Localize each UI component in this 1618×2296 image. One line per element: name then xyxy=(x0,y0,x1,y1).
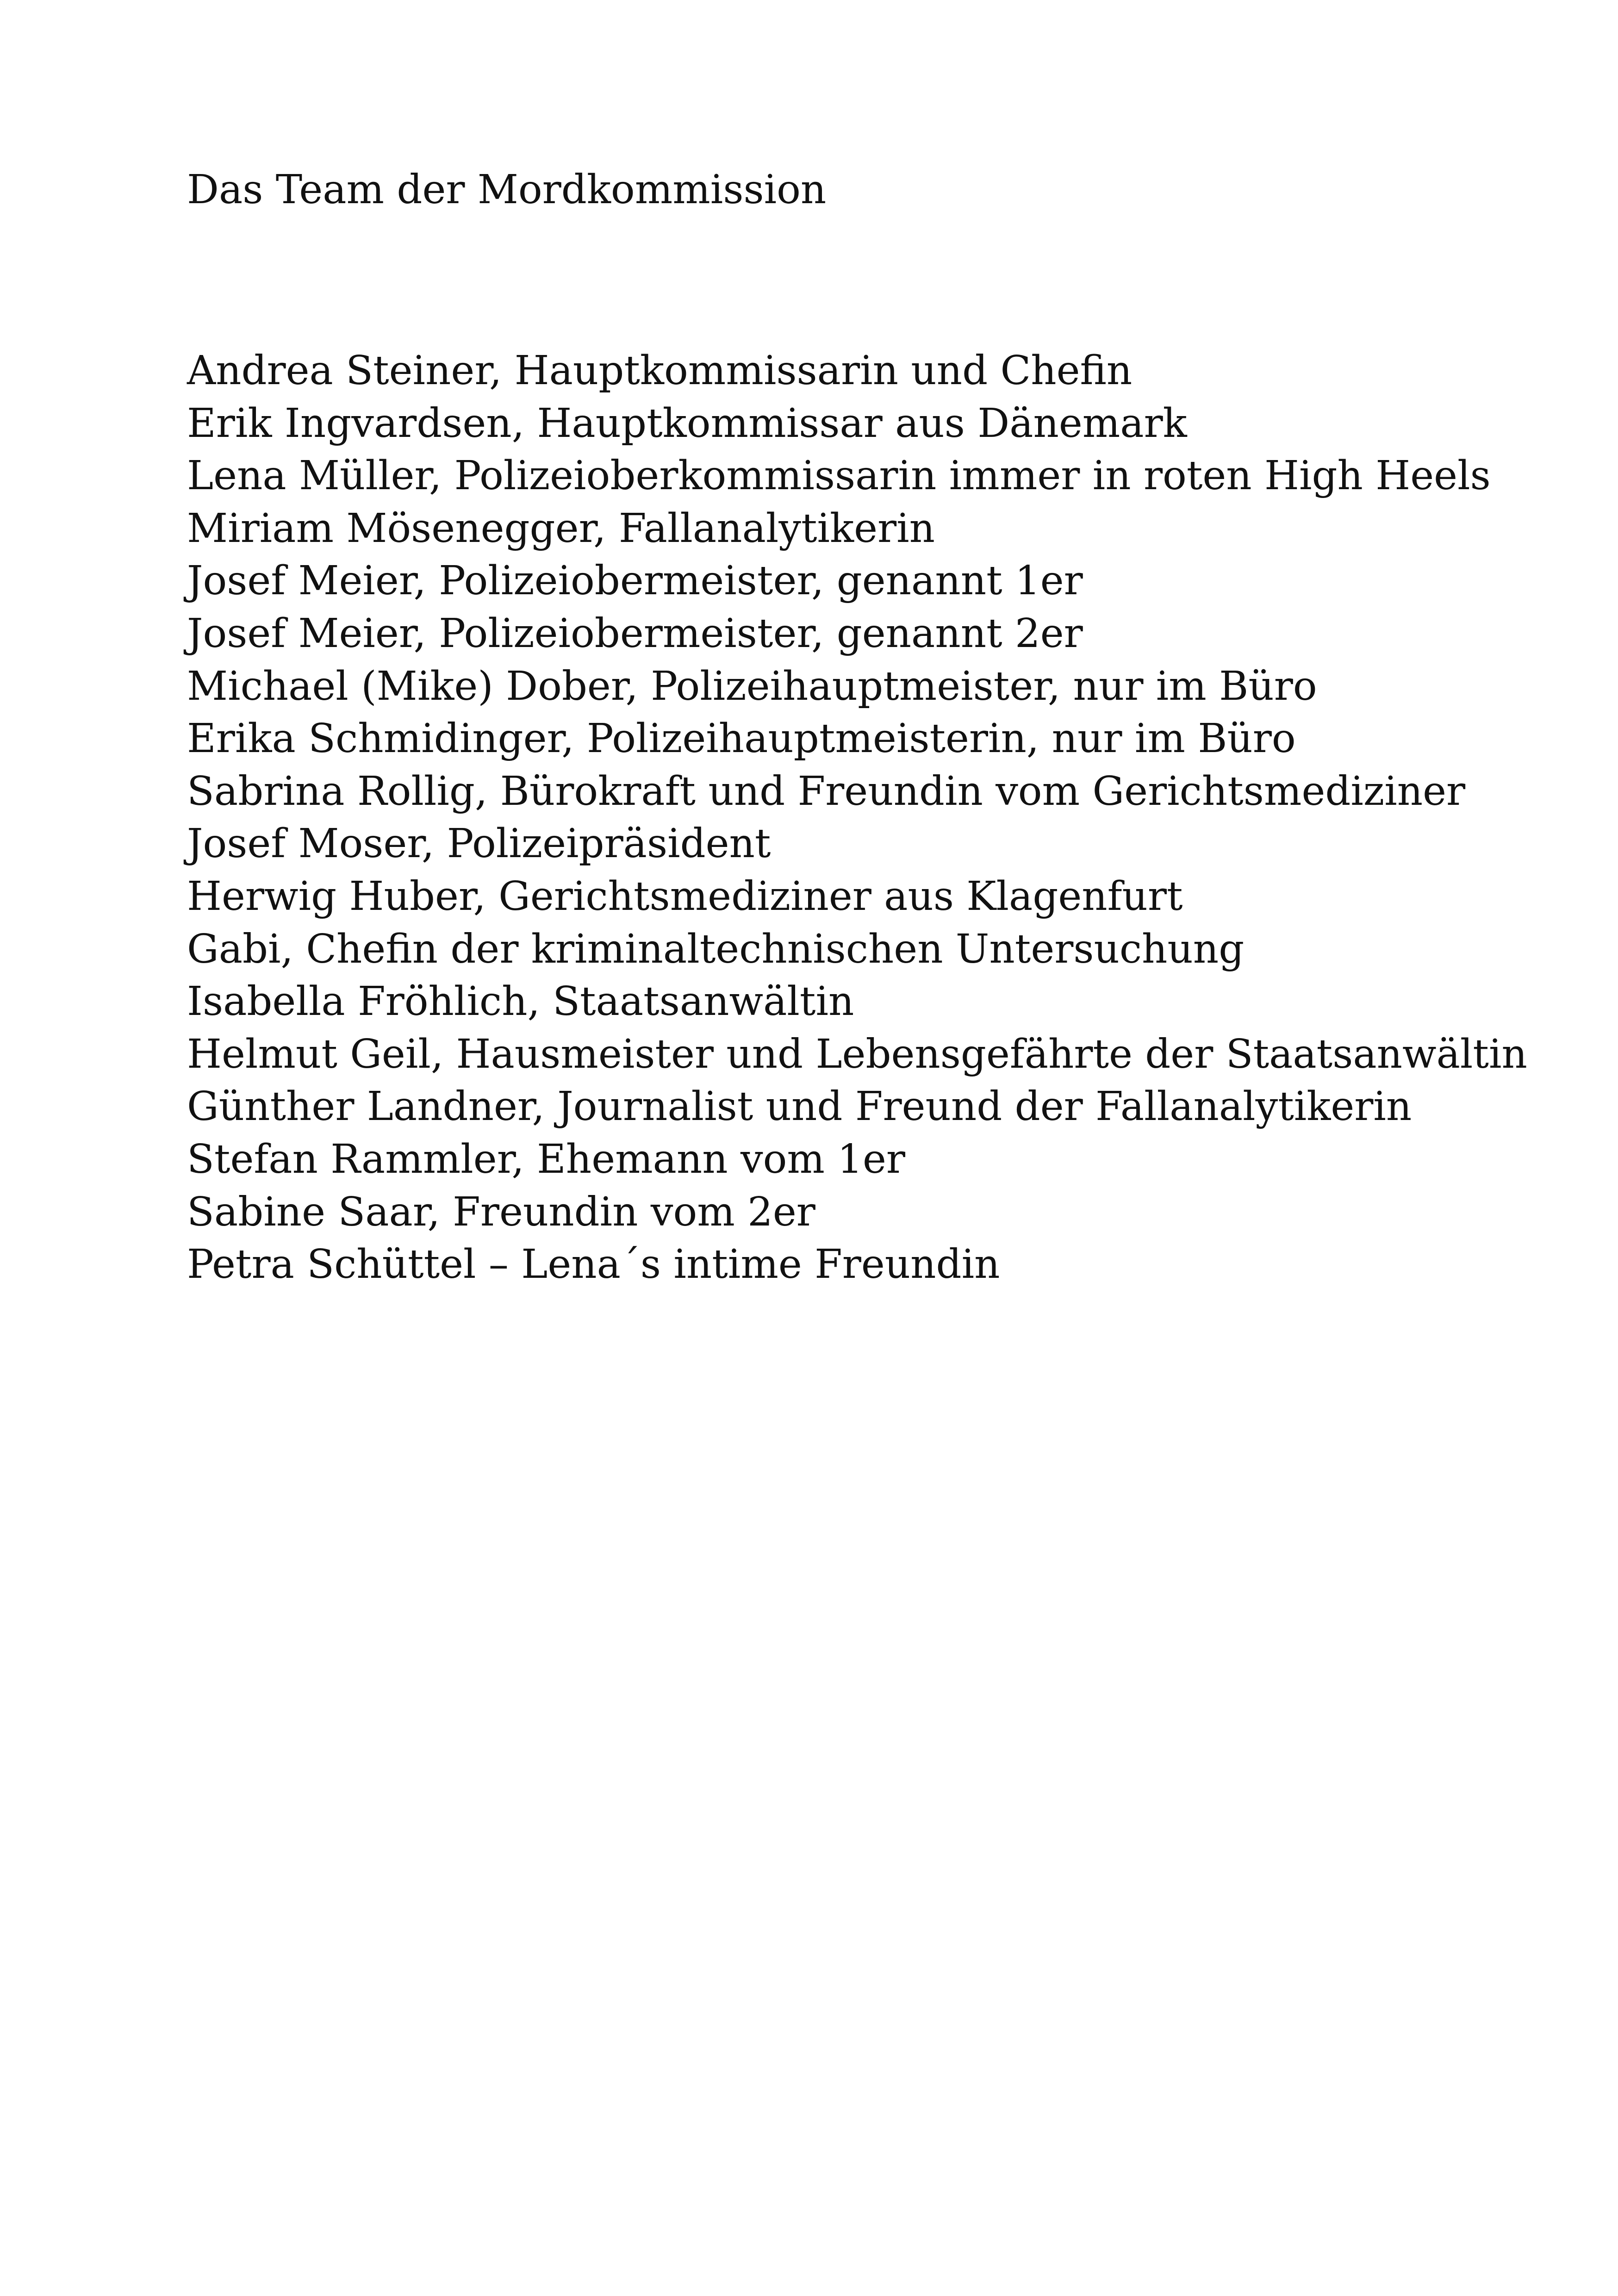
list-item: Sabrina Rollig, Bürokraft und Freundin vom Gerichtsmediziner xyxy=(187,768,1466,815)
list-item: Josef Meier, Polizeiobermeister, genannt 2er xyxy=(187,610,1083,657)
list-item: Herwig Huber, Gerichtsmediziner aus Klagenfurt xyxy=(187,873,1183,920)
list-item: Erik Ingvardsen, Hauptkommissar aus Dänemark xyxy=(187,400,1187,447)
list-item: Sabine Saar, Freundin vom 2er xyxy=(187,1188,815,1235)
list-item: Miriam Mösenegger, Fallanalytikerin xyxy=(187,505,935,552)
list-item: Isabella Fröhlich, Staatsanwältin xyxy=(187,978,854,1025)
list-item: Josef Meier, Polizeiobermeister, genannt 1er xyxy=(187,558,1083,604)
page-title: Das Team der Mordkommission xyxy=(187,167,827,213)
list-item: Gabi, Chefin der kriminaltechnischen Untersuchung xyxy=(187,926,1245,972)
cast-list xyxy=(187,345,1527,1291)
list-item: Michael (Mike) Dober, Polizeihauptmeister, nur im Büro xyxy=(187,663,1317,709)
list-item: Lena Müller, Polizeioberkommissarin immer in roten High Heels xyxy=(187,453,1491,499)
list-item: Helmut Geil, Hausmeister und Lebensgefährte der Staatsanwältin xyxy=(187,1031,1527,1077)
list-item: Günther Landner, Journalist und Freund der Fallanalytikerin xyxy=(187,1083,1412,1130)
list-item: Josef Moser, Polizeipräsident xyxy=(187,821,771,867)
list-item: Stefan Rammler, Ehemann vom 1er xyxy=(187,1136,905,1182)
list-item: Andrea Steiner, Hauptkommissarin und Chefin xyxy=(187,348,1133,394)
list-item: Petra Schüttel – Lena´s intime Freundin xyxy=(187,1241,1000,1288)
list-item: Erika Schmidinger, Polizeihauptmeisterin, nur im Büro xyxy=(187,716,1296,762)
